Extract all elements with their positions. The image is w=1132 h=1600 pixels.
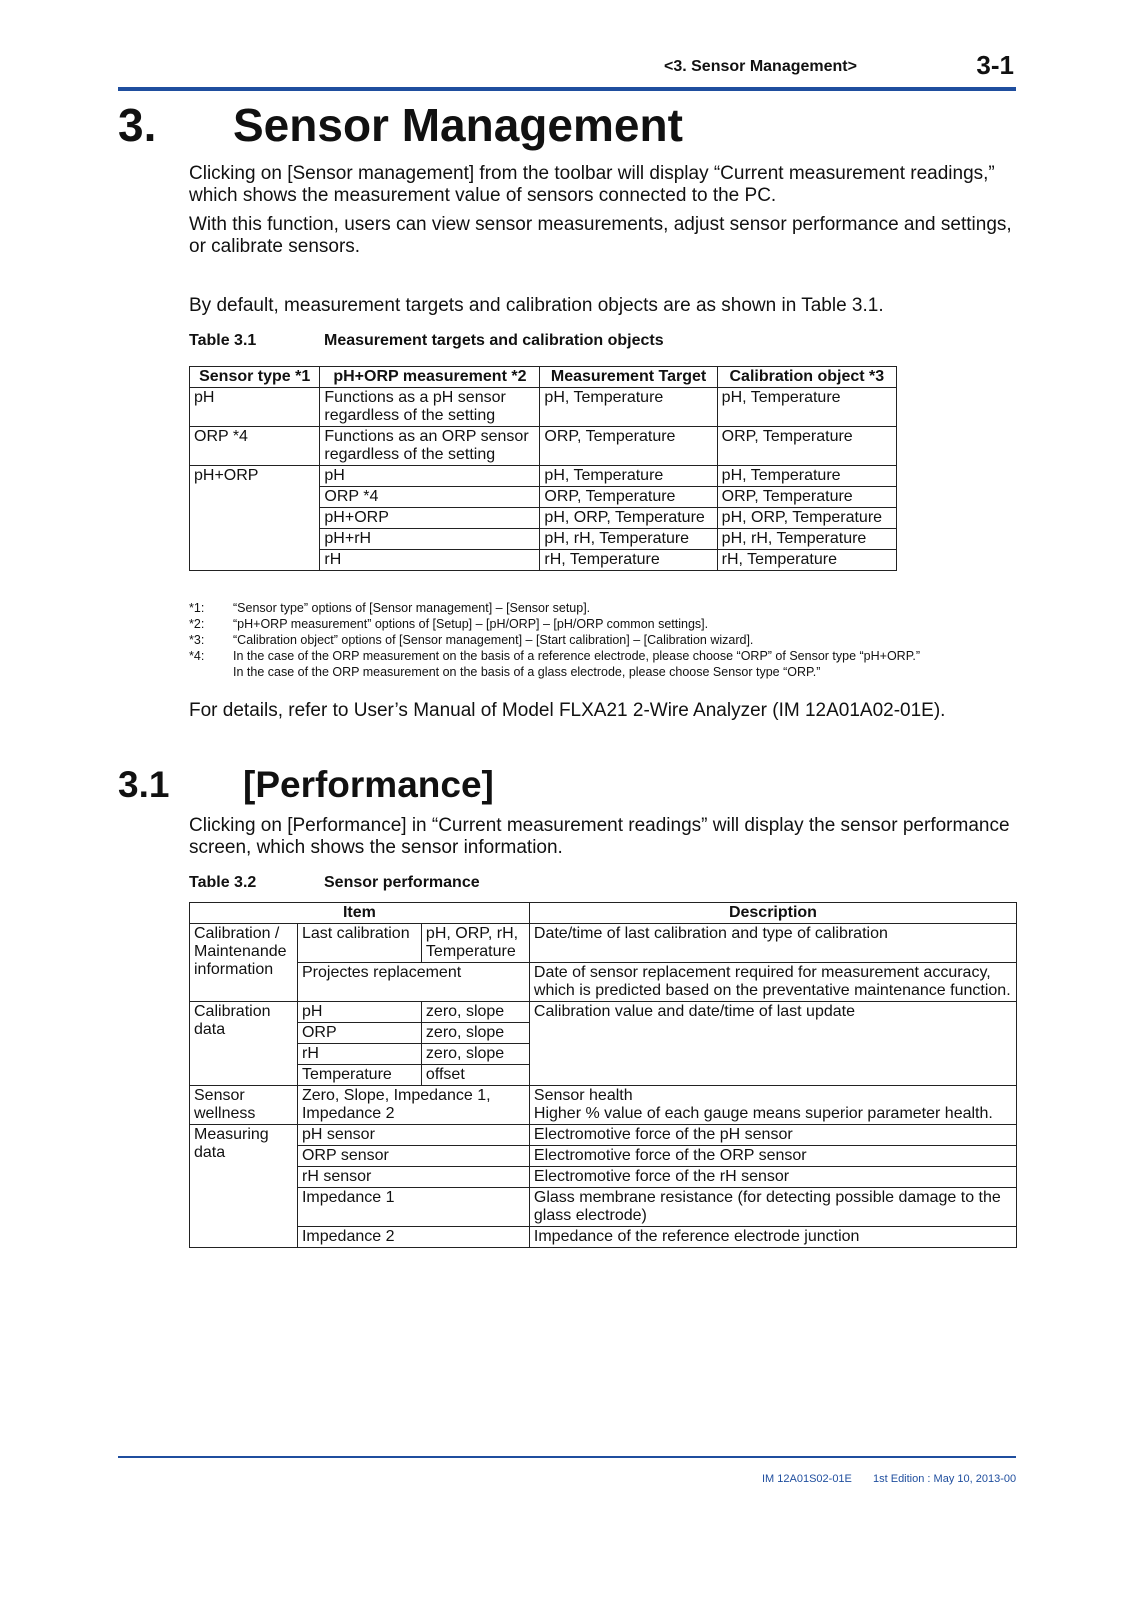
table-cell: offset [421, 1065, 529, 1086]
table-cell: Glass membrane resistance (for detecting possible damage to the glass electrode) [529, 1188, 1016, 1227]
table-cell: pH, ORP, Temperature [540, 508, 717, 529]
table-cell: ORP, Temperature [540, 427, 717, 466]
table-cell: pH [320, 466, 540, 487]
table-cell: pH, Temperature [717, 388, 896, 427]
footer-edition: 1st Edition : May 10, 2013-00 [873, 1473, 1017, 1485]
footer-rule [118, 1456, 1016, 1458]
table-cell: pH sensor [297, 1125, 529, 1146]
table2-title: Sensor performance [324, 874, 480, 891]
wellness-desc-line: Sensor health [533, 1087, 633, 1104]
table-cell: pH, ORP, rH, Temperature [421, 924, 529, 963]
page-number: 3-1 [976, 50, 1014, 80]
table-cell: pH, Temperature [717, 466, 896, 487]
table-cell: ORP, Temperature [540, 487, 717, 508]
table-cell: pH+rH [320, 529, 540, 550]
table-row [190, 924, 1017, 963]
measurement-targets-table [189, 366, 897, 571]
table-cell: Impedance 2 [297, 1227, 529, 1248]
table-cell: ORP *4 [190, 427, 320, 466]
column-header: Measurement Target [540, 367, 717, 388]
table-cell: Date/time of last calibration and type of calibration [529, 924, 1016, 963]
footnote: *3: “Calibration object” options of [Sensor management] – [Start calibration] – [Calibration wizard]. [189, 633, 754, 647]
table-cell: pH, Temperature [540, 466, 717, 487]
table1-title: Measurement targets and calibration objects [324, 332, 664, 349]
table-header-row [190, 903, 1017, 924]
table-row [190, 1188, 1017, 1227]
intro-paragraph-2: With this function, users can view sensor measurements, adjust sensor performance and settings, or calibrate sensors. [189, 214, 1012, 257]
column-header: Item [190, 903, 530, 924]
table-cell: Temperature [297, 1065, 421, 1086]
table-cell: Zero, Slope, Impedance 1, Impedance 2 [297, 1086, 529, 1125]
table-cell [529, 1086, 1016, 1125]
table-cell: pH, rH, Temperature [717, 529, 896, 550]
table-cell: ORP sensor [297, 1146, 529, 1167]
table-cell: rH, Temperature [717, 550, 896, 571]
intro-paragraph-3: By default, measurement targets and calibration objects are as shown in Table 3.1. [189, 295, 884, 316]
table-cell: Functions as an ORP sensor regardless of the setting [320, 427, 540, 466]
table-cell: pH, rH, Temperature [540, 529, 717, 550]
table-cell: Sensor wellness [190, 1086, 298, 1125]
table-row [190, 1086, 1017, 1125]
table-cell: Electromotive force of the rH sensor [529, 1167, 1016, 1188]
table-cell: Calibration value and date/time of last update [529, 1002, 1016, 1086]
table-row [190, 963, 1017, 1002]
footnote: *4: In the case of the ORP measurement on the basis of a reference electrode, please choose “ORP” of Sensor type “pH+ORP.” [189, 649, 921, 663]
column-header: pH+ORP measurement *2 [320, 367, 540, 388]
column-header: Calibration object *3 [717, 367, 896, 388]
column-header: Sensor type *1 [190, 367, 320, 388]
chapter-number: 3. [118, 99, 157, 151]
table-row [190, 1167, 1017, 1188]
sensor-performance-table [189, 902, 1017, 1248]
table-cell: pH, Temperature [540, 388, 717, 427]
table1-caption [189, 332, 664, 350]
wellness-desc-line: Higher % value of each gauge means superior parameter health. [533, 1105, 993, 1122]
section-intro: Clicking on [Performance] in “Current measurement readings” will display the sensor performance screen, which shows the sensor information. [189, 815, 1010, 858]
table-cell: ORP, Temperature [717, 427, 896, 466]
table-cell: pH [297, 1002, 421, 1023]
running-header: <3. Sensor Management> [664, 58, 857, 75]
table-cell: Calibration data [190, 1002, 298, 1086]
header-rule [118, 87, 1016, 91]
footnote: In the case of the ORP measurement on the basis of a glass electrode, please choose Sensor type “ORP.” [233, 665, 821, 679]
table1-notes [189, 600, 1019, 680]
details-paragraph: For details, refer to User’s Manual of Model FLXA21 2-Wire Analyzer (IM 12A01A02-01E). [189, 700, 946, 721]
table-row [190, 388, 897, 427]
table-cell: Last calibration [297, 924, 421, 963]
table-cell: Measuring data [190, 1125, 298, 1248]
table-cell: ORP [297, 1023, 421, 1044]
table-cell: Impedance 1 [297, 1188, 529, 1227]
table1-label: Table 3.1 [189, 332, 257, 349]
section-title: [Performance] [243, 764, 494, 805]
table-cell: Projectes replacement [297, 963, 529, 1002]
table-cell: Date of sensor replacement required for measurement accuracy, which is predicted based on the preventative maintenance function. [529, 963, 1016, 1002]
footer-document-number: IM 12A01S02-01E [762, 1473, 852, 1485]
footnote: *1: “Sensor type” options of [Sensor management] – [Sensor setup]. [189, 601, 591, 615]
table-cell: Functions as a pH sensor regardless of the setting [320, 388, 540, 427]
section-number: 3.1 [118, 764, 170, 805]
table-row [190, 466, 897, 487]
table-cell: pH+ORP [190, 466, 320, 571]
intro-paragraph-1: Clicking on [Sensor management] from the toolbar will display “Current measurement readings,” which shows the measurement value of sensors connected to the PC. [189, 163, 995, 206]
table-cell: Impedance of the reference electrode junction [529, 1227, 1016, 1248]
table-cell: rH [297, 1044, 421, 1065]
table-header-row [190, 367, 897, 388]
table-cell: pH [190, 388, 320, 427]
table2-label: Table 3.2 [189, 874, 257, 891]
table-cell: zero, slope [421, 1023, 529, 1044]
table-cell: rH sensor [297, 1167, 529, 1188]
table-cell: rH, Temperature [540, 550, 717, 571]
table-cell: ORP, Temperature [717, 487, 896, 508]
table2-caption [189, 874, 480, 892]
table-cell: rH [320, 550, 540, 571]
table-row [190, 1125, 1017, 1146]
column-header: Description [529, 903, 1016, 924]
table-cell: zero, slope [421, 1002, 529, 1023]
table-cell: Electromotive force of the pH sensor [529, 1125, 1016, 1146]
table-row [190, 1227, 1017, 1248]
table-cell: Electromotive force of the ORP sensor [529, 1146, 1016, 1167]
table-cell: Calibration / Maintenande information [190, 924, 298, 1002]
table-row [190, 1002, 1017, 1023]
table-cell: zero, slope [421, 1044, 529, 1065]
chapter-title: Sensor Management [233, 99, 683, 151]
table-cell: pH+ORP [320, 508, 540, 529]
table-row [190, 427, 897, 466]
table-cell: ORP *4 [320, 487, 540, 508]
footnote: *2: “pH+ORP measurement” options of [Setup] – [pH/ORP] – [pH/ORP common settings]. [189, 617, 709, 631]
table-row [190, 1146, 1017, 1167]
table-cell: pH, ORP, Temperature [717, 508, 896, 529]
